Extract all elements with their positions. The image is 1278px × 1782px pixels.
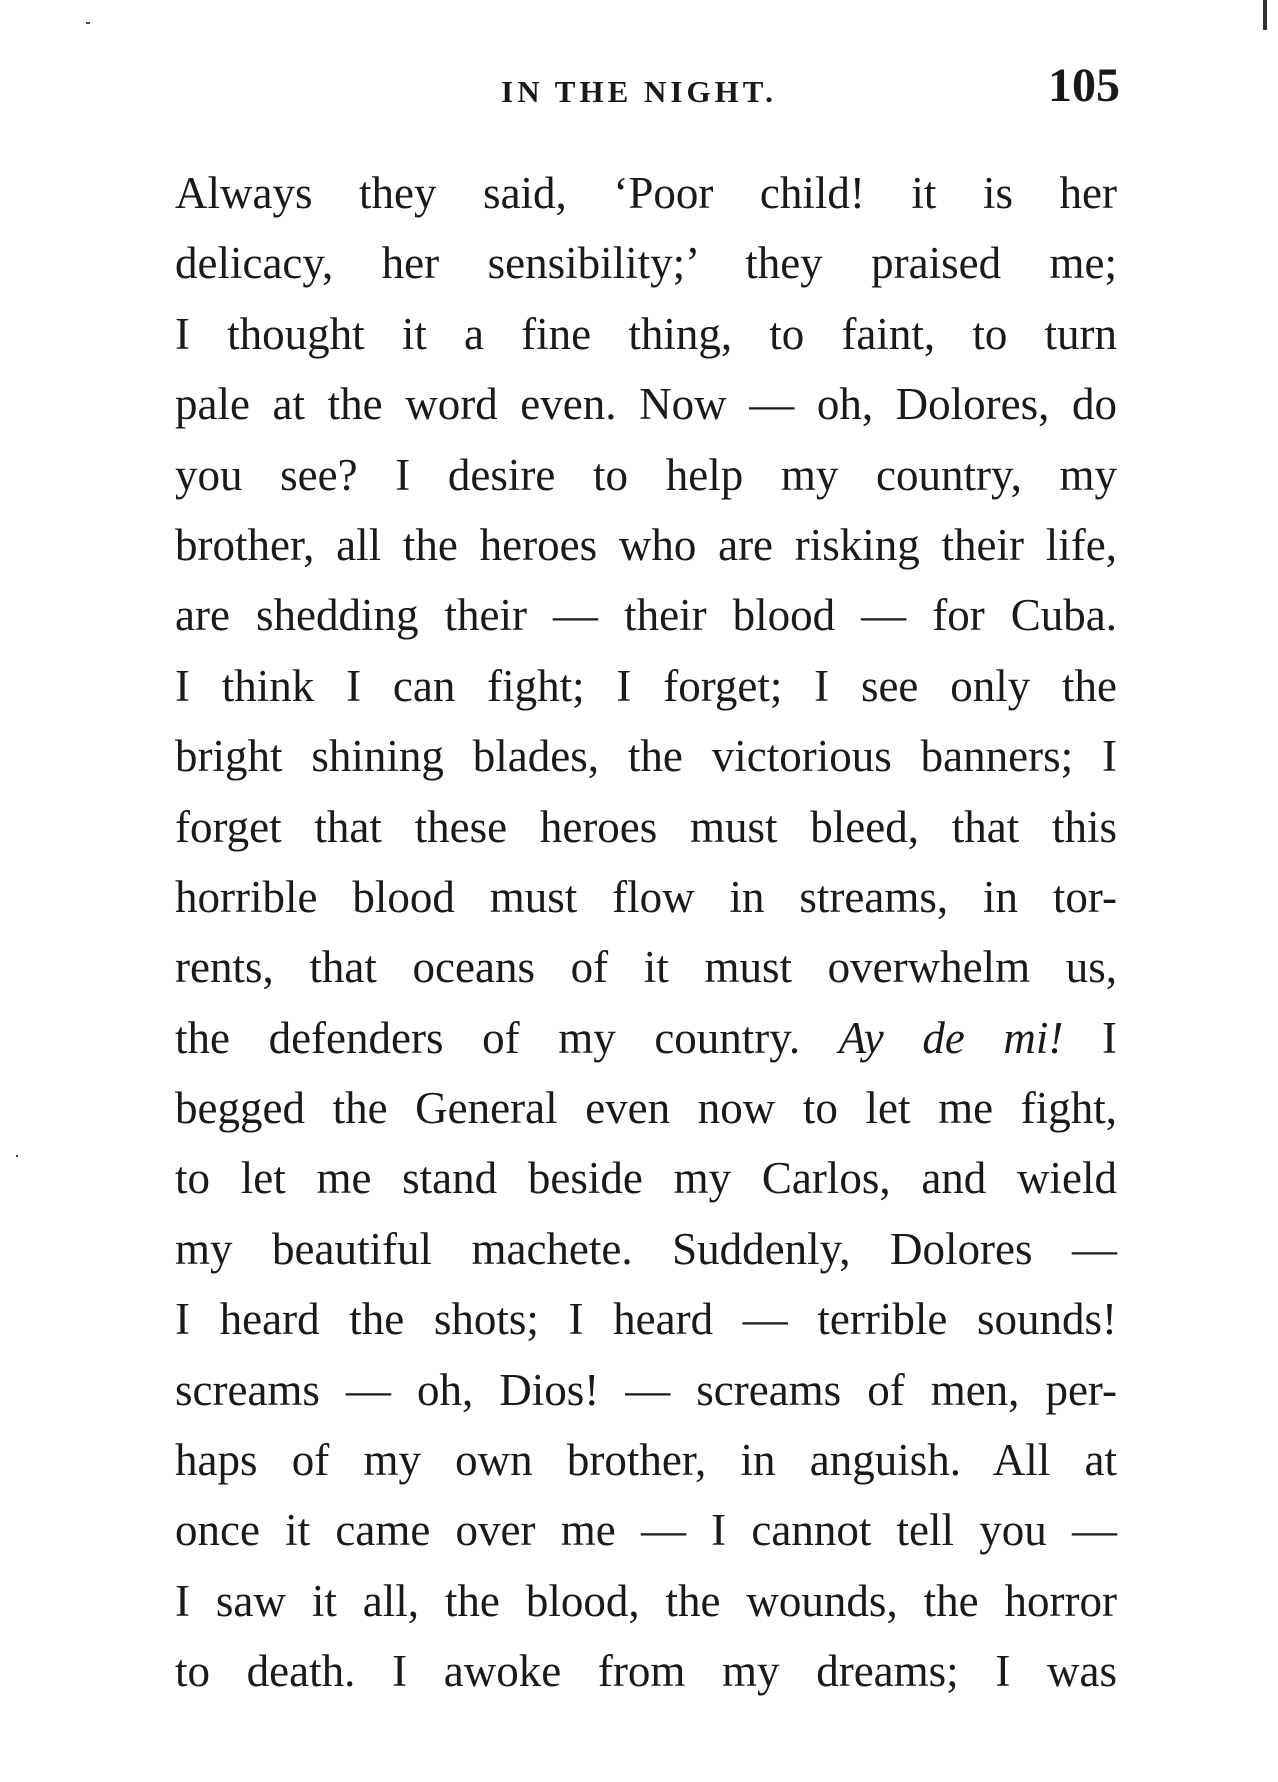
text-line: brother, all the heroes who are risking their life, — [175, 519, 1117, 570]
scan-speck — [86, 22, 90, 24]
text-line: are shedding their — their blood — for Cuba. — [175, 590, 1117, 641]
text-line: horrible blood must flow in streams, in tor- — [175, 871, 1117, 922]
page-number: 105 — [1048, 59, 1120, 112]
text-line: once it came over me — I cannot tell you — — [175, 1505, 1117, 1556]
text-line: rents, that oceans of it must overwhelm us, — [175, 942, 1117, 993]
running-title: IN THE NIGHT. — [501, 74, 777, 109]
text-line: to death. I awoke from my dreams; I was — [175, 1646, 1117, 1697]
text-line: to let me stand beside my Carlos, and wield — [175, 1153, 1117, 1204]
text-segment: the defenders of my country. — [175, 1012, 801, 1063]
text-line: I heard the shots; I heard — terrible sounds! — [175, 1294, 1117, 1345]
text-line: I think I can fight; I forget; I see only the — [175, 660, 1117, 711]
text-line: delicacy, her sensibility;’ they praised me; — [175, 238, 1117, 289]
scan-speck — [16, 1155, 18, 1157]
text-line: Always they said, ‘Poor child! it is her — [175, 168, 1117, 218]
text-line: I saw it all, the blood, the wounds, the horror — [175, 1575, 1117, 1626]
body-text — [175, 158, 1117, 1707]
text-line: my beautiful machete. Suddenly, Dolores — — [175, 1223, 1117, 1274]
text-line: haps of my own brother, in anguish. All at — [175, 1435, 1117, 1486]
text-line: screams — oh, Dios! — screams of men, per- — [175, 1364, 1117, 1415]
scan-edge-mark — [1263, 0, 1267, 30]
text-line: begged the General even now to let me fight, — [175, 1083, 1117, 1134]
italic-phrase: Ay de mi! — [838, 1012, 1064, 1063]
text-line: I thought it a fine thing, to faint, to turn — [175, 308, 1117, 359]
text-line-with-italic — [175, 1003, 1117, 1073]
text-line: pale at the word even. Now — oh, Dolores, do — [175, 379, 1117, 430]
text-segment: I — [1102, 1012, 1118, 1063]
text-line: you see? I desire to help my country, my — [175, 449, 1117, 500]
text-line: bright shining blades, the victorious banners; I — [175, 731, 1117, 782]
text-line: forget that these heroes must bleed, that this — [175, 801, 1117, 852]
